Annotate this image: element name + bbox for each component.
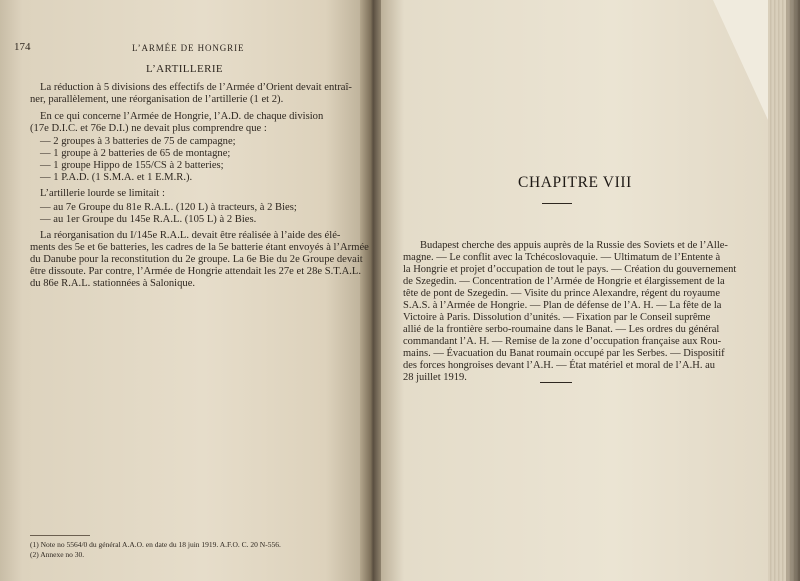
chapter-summary-line: Budapest cherche des appuis auprès de la Russie des Soviets et de l’Alle-	[420, 240, 728, 251]
chapter-summary-line: tête de pont de Szegedin. — Visite du prince Alexandre, régent du royaume	[403, 288, 720, 299]
chapter-rule	[542, 203, 572, 204]
chapter-summary-line: allié de la frontière serbo-roumaine dans le Banat. — Les ordres du général	[403, 324, 720, 335]
body-line: du Danube pour la reconstitution du 2e groupe. La 6e Bie du 2e Groupe devait	[30, 254, 363, 265]
footnote: (2) Annexe no 30.	[30, 550, 85, 559]
chapter-summary-line: des forces hongroises devant l’A.H. — État matériel et moral de l’A.H. au	[403, 360, 715, 371]
body-line: ner, parallèlement, une réorganisation de l’artillerie (1 et 2).	[30, 94, 284, 105]
chapter-summary-line: la Hongrie et projet d’occupation de tout le pays. — Création du gouvernement	[403, 264, 737, 275]
footnote: (1) Note no 5564/0 du général A.A.O. en date du 18 juin 1919. A.F.O. C. 20 N-556.	[30, 540, 281, 549]
footnote-rule	[30, 535, 90, 536]
body-line: être dissoute. Par contre, l’Armée de Hongrie attendait les 27e et 28e S.T.A.L.	[30, 266, 362, 277]
chapter-summary-line: S.A.S. à l’Armée de Hongrie. — Plan de défense de l’A. H. — La fête de la	[403, 300, 722, 311]
body-line: La réorganisation du I/145e R.A.L. devait être réalisée à l’aide des élé-	[40, 230, 341, 241]
folio: 174	[14, 41, 31, 53]
running-head: L’ARMÉE DE HONGRIE	[132, 43, 245, 53]
body-line: L’artillerie lourde se limitait :	[40, 188, 165, 199]
list-item: — au 7e Groupe du 81e R.A.L. (120 L) à tracteurs, à 2 Bies;	[40, 202, 297, 213]
chapter-summary-line: mains. — Évacuation du Banat roumain occupé par les Serbes. — Dispositif	[403, 348, 725, 359]
list-item: — au 1er Groupe du 145e R.A.L. (105 L) à 2 Bies.	[40, 214, 257, 225]
list-item: — 1 groupe Hippo de 155/CS à 2 batteries;	[40, 160, 224, 171]
chapter-summary-line: magne. — Le conflit avec la Tchécoslovaquie. — Ultimatum de l’Entente à	[403, 252, 721, 263]
body-line: En ce qui concerne l’Armée de Hongrie, l’A.D. de chaque division	[40, 111, 324, 122]
body-line: ments des 5e et 6e batteries, les cadres de la 5e batterie étant envoyés à l’Armée	[30, 242, 369, 253]
list-item: — 1 P.A.D. (1 S.M.A. et 1 E.M.R.).	[40, 172, 193, 183]
chapter-summary-line: 28 juillet 1919.	[403, 372, 467, 383]
chapter-title: CHAPITRE VIII	[518, 174, 632, 191]
chapter-summary-line: commandant l’A. H. — Remise de la zone d’occupation française aux Rou-	[403, 336, 722, 347]
chapter-summary-line: Victoire à Paris. Dissolution d’unités. — Fixation par le Conseil suprême	[403, 312, 711, 323]
body-line: La réduction à 5 divisions des effectifs de l’Armée d’Orient devait entraî-	[40, 82, 352, 93]
summary-end-rule	[540, 382, 572, 383]
body-line: (17e D.I.C. et 76e D.I.) ne devait plus comprendre que :	[30, 123, 267, 134]
body-line: du 86e R.A.L. stationnées à Salonique.	[30, 278, 196, 289]
page-edges-shadow	[786, 0, 800, 581]
list-item: — 2 groupes à 3 batteries de 75 de campagne;	[40, 136, 236, 147]
section-title: L’ARTILLERIE	[146, 63, 224, 75]
list-item: — 1 groupe à 2 batteries de 65 de montagne;	[40, 148, 231, 159]
page-fold-corner	[713, 0, 768, 120]
chapter-summary-line: de Szegedin. — Concentration de l’Armée de Hongrie et élargissement de la	[403, 276, 725, 287]
